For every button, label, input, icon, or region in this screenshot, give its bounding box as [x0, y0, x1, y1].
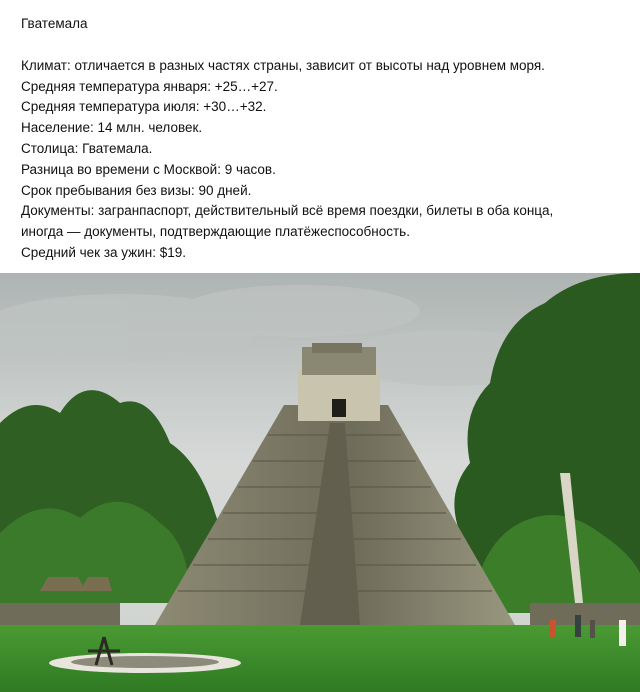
fact-documents: Документы: загранпаспорт, действительный всё время поездки, билеты в оба конца, — [21, 203, 554, 219]
fact-capital: Столица: Гватемала. — [21, 140, 153, 156]
fact-climate: Климат: отличается в разных частях страны, зависит от высоты над уровнем моря. — [21, 57, 545, 73]
fact-july-temperature: Средняя температура июля: +30…+32. — [21, 99, 267, 115]
fact-population: Население: 14 млн. человек. — [21, 120, 203, 136]
article-title: Гватемала — [21, 16, 88, 31]
fact-time-difference: Разница во времени с Москвой: 9 часов. — [21, 161, 276, 177]
fact-january-temperature: Средняя температура января: +25…+27. — [21, 78, 278, 94]
pyramid-photo — [0, 273, 640, 692]
fact-documents-continued: иногда — документы, подтверждающие платёжеспособность. — [21, 224, 410, 240]
fact-dinner-cost: Средний чек за ужин: $19. — [21, 244, 186, 260]
fact-visa-free-stay: Срок пребывания без визы: 90 дней. — [21, 182, 252, 198]
article-text — [21, 14, 631, 264]
